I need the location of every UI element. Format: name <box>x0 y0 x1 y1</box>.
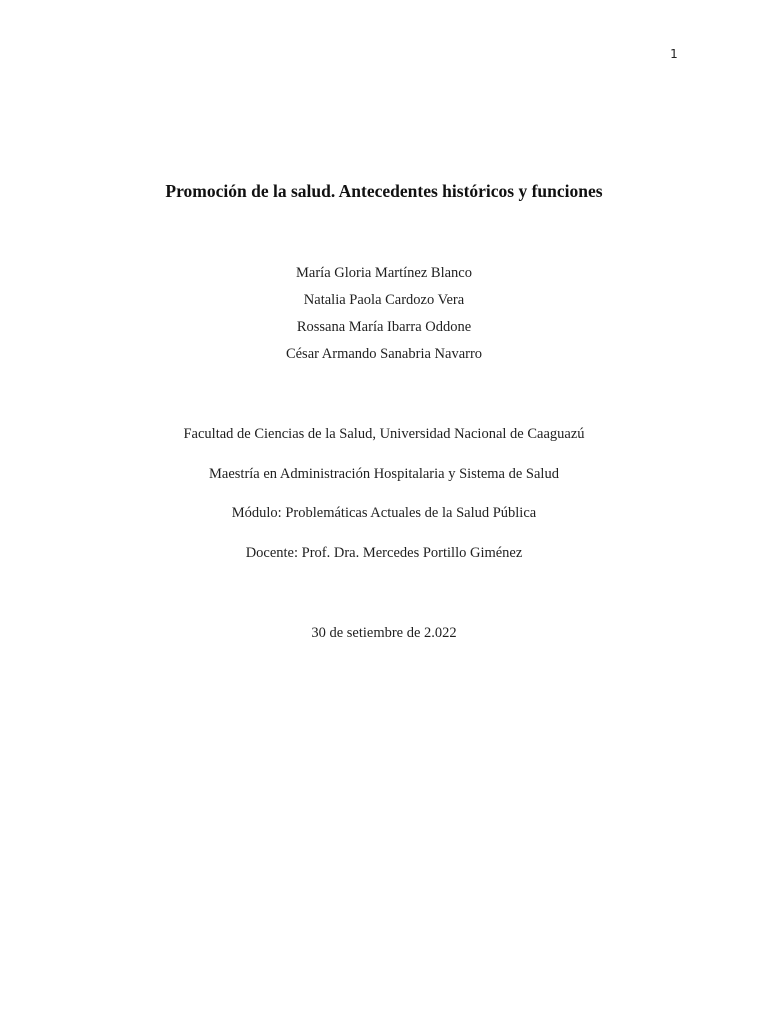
date-line: 30 de setiembre de 2.022 <box>311 625 457 641</box>
author-name: María Gloria Martínez Blanco <box>296 265 472 281</box>
page-number: 1 <box>670 47 678 61</box>
document-title: Promoción de la salud. Antecedentes históricos y funciones <box>165 181 603 201</box>
module-line: Módulo: Problemáticas Actuales de la Salud Pública <box>231 505 537 521</box>
program-line: Maestría en Administración Hospitalaria y Sistema de Salud <box>209 466 559 482</box>
institution-line: Facultad de Ciencias de la Salud, Universidad Nacional de Caaguazú <box>183 426 585 442</box>
author-name: Rossana María Ibarra Oddone <box>296 319 472 335</box>
author-list <box>0 263 768 371</box>
author-name: Natalia Paola Cardozo Vera <box>303 292 465 308</box>
author-name: César Armando Sanabria Navarro <box>285 346 483 362</box>
instructor-line: Docente: Prof. Dra. Mercedes Portillo Giménez <box>245 545 523 561</box>
